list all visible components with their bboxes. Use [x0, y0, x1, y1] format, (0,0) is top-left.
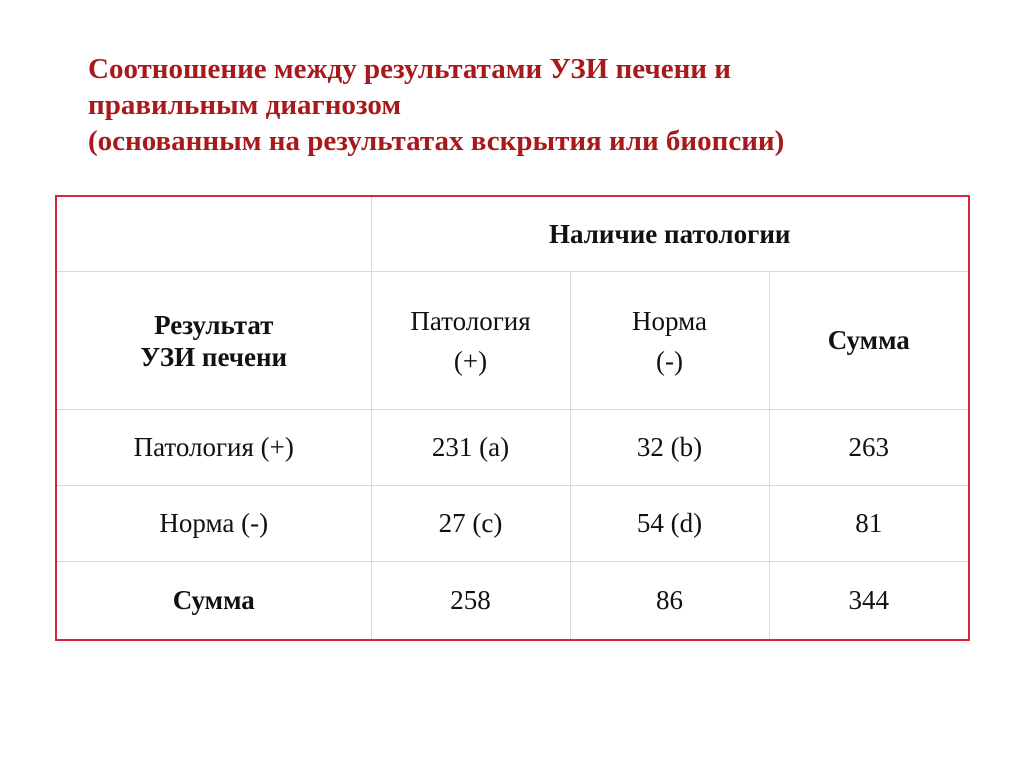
cell-column-sum-norm: 86 — [570, 562, 769, 641]
cell-row-sum-pathology: 263 — [769, 410, 969, 486]
row-label-sum: Сумма — [56, 562, 371, 641]
cell-d: 54 (d) — [570, 486, 769, 562]
row-label-norm: Норма (-) — [56, 486, 371, 562]
column-header-pathology-line-2: (+) — [453, 345, 488, 376]
column-header-pathology-line-1: Патология — [410, 305, 531, 336]
column-header-pathology — [371, 272, 570, 410]
title-line-1: Соотношение между результатами УЗИ печени и — [88, 53, 731, 85]
slide-title — [88, 51, 968, 159]
row-header-line-2: УЗИ печени — [140, 341, 288, 372]
empty-corner-cell — [56, 196, 371, 272]
title-line-2: правильным диагнозом — [88, 89, 402, 121]
table-column-header-row — [56, 272, 969, 410]
row-label-pathology: Патология (+) — [56, 410, 371, 486]
column-header-norm-line-2: (-) — [656, 345, 683, 376]
contingency-table — [55, 195, 970, 641]
cell-grand-total: 344 — [769, 562, 969, 641]
group-header-pathology-presence: Наличие патологии — [371, 196, 969, 272]
row-header-ultrasound-result — [56, 272, 371, 410]
cell-row-sum-norm: 81 — [769, 486, 969, 562]
table-row — [56, 410, 969, 486]
row-header-line-1: Результат — [154, 309, 274, 340]
cell-column-sum-pathology: 258 — [371, 562, 570, 641]
cell-c: 27 (c) — [371, 486, 570, 562]
column-header-sum: Сумма — [769, 272, 969, 410]
table-row — [56, 486, 969, 562]
column-header-norm-line-1: Норма — [632, 305, 707, 336]
title-line-3: (основанным на результатах вскрытия или биопсии) — [88, 125, 785, 157]
table-total-row — [56, 562, 969, 641]
table-group-header-row — [56, 196, 969, 272]
column-header-norm — [570, 272, 769, 410]
cell-b: 32 (b) — [570, 410, 769, 486]
cell-a: 231 (a) — [371, 410, 570, 486]
